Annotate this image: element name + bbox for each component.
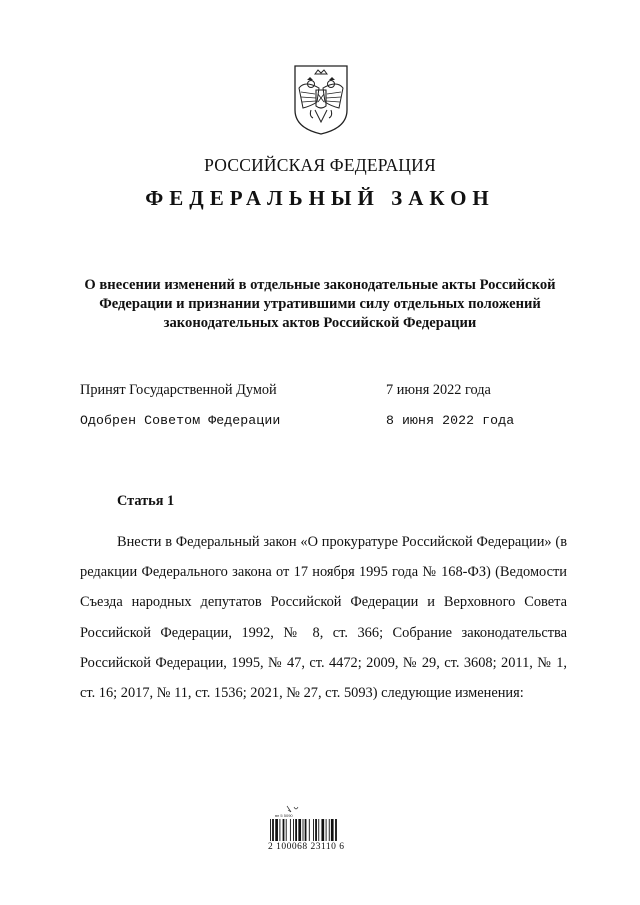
barcode-bar	[272, 819, 274, 841]
barcode-bar	[331, 819, 334, 841]
barcode-bar	[303, 819, 304, 841]
barcode-bar	[279, 819, 280, 841]
barcode-bar	[286, 819, 287, 841]
council-date: 8 июня 2022 года	[386, 413, 515, 428]
barcode-bar	[290, 819, 291, 841]
council-label: Одобрен Советом Федерации	[80, 413, 281, 428]
country-name: РОССИЙСКАЯ ФЕДЕРАЦИЯ	[204, 155, 436, 175]
article-heading: Статья 1	[117, 493, 175, 509]
law-title: О внесении изменений в отдельные законодательные акты Российской Федерации и признании утратившими силу отдельных положений законодательных актов Российской Федерации	[84, 277, 556, 331]
duma-date: 7 июня 2022 года	[386, 382, 491, 398]
barcode-bar	[335, 819, 337, 841]
barcode-bar	[326, 819, 327, 841]
duma-label: Принят Государственной Думой	[80, 382, 277, 398]
barcode-bar	[283, 819, 285, 841]
barcode-bar	[295, 819, 297, 841]
svg-text:вп 5 5090: вп 5 5090	[275, 813, 293, 818]
barcode-bar	[318, 819, 319, 841]
barcode-bar	[298, 819, 301, 841]
barcode-bar	[270, 819, 271, 841]
barcode-bar	[275, 819, 278, 841]
barcode-bar	[313, 819, 314, 841]
barcode-number: 2 100068 23110 6	[268, 842, 345, 852]
barcode-bar	[329, 819, 330, 841]
coat-of-arms-emblem	[289, 62, 353, 136]
coat-of-arms-russia-icon	[289, 62, 353, 136]
barcode-bar	[321, 819, 324, 841]
barcode-icon	[267, 803, 365, 863]
barcode-bar	[293, 819, 294, 841]
barcode-bar	[315, 819, 317, 841]
article-body-text: Внести в Федеральный закон «О прокуратуре Российской Федерации» (в редакции Федерального закона от 17 ноября 1995 года № 168-ФЗ) (Ведомости Съезда народных депутатов Российской Федерации и Верховного Совета Российской Федерации, 1992, № 8, ст. 366; Собрание законодательства Российской Федерации, 1995, № 47, ст. 4472; 2009, № 29, ст. 3608; 2011, № 1, ст. 16; 2017, № 11, ст. 1536; 2021, № 27, ст. 5093) следующие изменения:	[80, 534, 567, 702]
document-type: ФЕДЕРАЛЬНЫЙ ЗАКОН	[145, 186, 495, 210]
barcode-bar	[305, 819, 307, 841]
barcode-bar	[309, 819, 310, 841]
